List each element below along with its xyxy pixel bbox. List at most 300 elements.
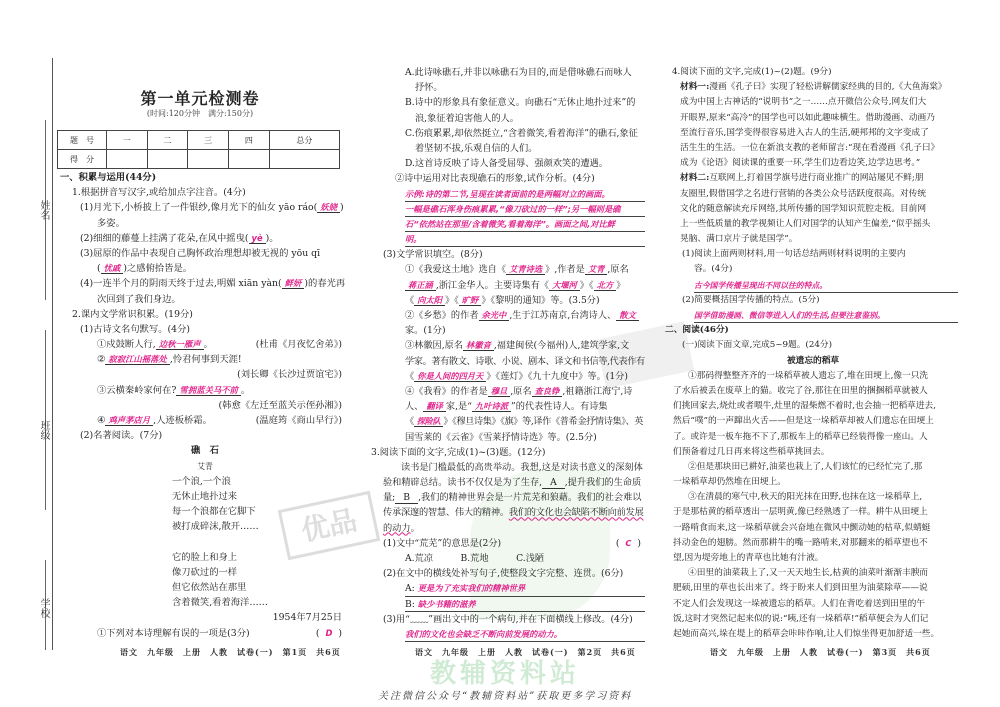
text-line-pcont <box>668 581 958 596</box>
text-line-sub <box>60 322 350 337</box>
school-label: 学校 <box>38 598 49 618</box>
text: 1954年7月25日 <box>272 612 342 624</box>
answer-text: 艾青 <box>585 264 608 275</box>
right-aligned-note <box>310 626 342 641</box>
text: 读书是门槛最低的高贵举动。我想,这是对读书意义的深刻体 <box>401 461 643 473</box>
text-line-cont <box>383 414 645 429</box>
text-line-item <box>60 413 350 428</box>
text-line-cont <box>668 232 958 247</box>
text-line-source <box>60 610 350 625</box>
text-line-poem <box>60 474 350 489</box>
text: 像刀砍过的一样 <box>172 566 238 578</box>
text: 活生生的生活。一位在新浪支教的老师留言:“现在看漫画《孔子曰》 <box>680 142 940 153</box>
line-body <box>97 337 213 352</box>
page-footer-2: 语文 九年级 上册 人教 试卷(一) 第2页 共6页 <box>415 647 636 657</box>
text-line-ansline <box>694 278 958 293</box>
score-cell: 总分 <box>269 131 339 150</box>
text: ①戍鼓断人行, <box>97 339 156 351</box>
answer-text: 寂寂江山摇落处 <box>105 354 170 365</box>
text: 家,是“ <box>445 401 472 413</box>
line-body <box>405 126 638 141</box>
text-line-item <box>60 337 350 352</box>
text: 开眼界,原来“高冷”的国学也可以如此趣味横生。借助漫画、动画乃 <box>680 112 935 123</box>
text: 量; <box>383 492 396 504</box>
text: ,祖籍浙江海宁,诗 <box>562 385 633 397</box>
line-body <box>405 202 620 217</box>
text-line-optc <box>383 80 645 95</box>
score-cell: 题 号 <box>58 131 107 150</box>
answer-text: 旷野 <box>459 295 482 306</box>
text-line-q <box>668 65 958 80</box>
line-body <box>673 536 928 551</box>
line-body <box>80 322 190 337</box>
text-line-cont <box>383 323 645 338</box>
answer-text: 石“依然站在那里/含着微笑,看着海洋”。画面之间,对比鲜 <box>405 218 616 229</box>
text-line-poem <box>60 550 350 565</box>
text-line-ansline <box>694 308 958 323</box>
score-table-score-row <box>58 150 340 169</box>
line-body <box>680 126 929 141</box>
text: 起她而高兴,垛在堤上的稻草会咔咔作响,让人们惊坐得更加舒适一些。 <box>673 628 940 639</box>
text-line-sub <box>668 293 958 308</box>
line-body <box>97 216 125 231</box>
page-footer-3: 语文 九年级 上册 人教 试卷(一) 第3页 共6页 <box>710 647 931 657</box>
text: ③云横秦岭家何在? <box>97 384 177 396</box>
score-table-header-row <box>58 131 340 150</box>
text-line-section <box>665 323 958 338</box>
text-line-item <box>60 352 350 367</box>
text-line-opt <box>383 95 645 110</box>
line-body <box>80 231 279 246</box>
text-line-cont <box>668 126 958 141</box>
line-body <box>405 551 544 566</box>
text-line-pcont <box>383 521 645 536</box>
answer-text: 你是人间的四月天 <box>414 371 486 382</box>
text-line-para <box>668 460 958 475</box>
text: (2)细细的藤蔓上挂满了花朵,在风中摇曳( <box>80 232 249 244</box>
line-body <box>401 460 643 475</box>
column-page-2 <box>371 65 645 642</box>
text: )。 <box>265 232 279 244</box>
text-line-q <box>60 185 350 200</box>
line-body <box>665 323 729 338</box>
line-body <box>405 384 633 399</box>
blank-label: A <box>542 477 565 489</box>
score-table <box>57 130 340 169</box>
line-body <box>672 65 832 80</box>
text-line-q <box>371 445 645 460</box>
text: 。 <box>410 522 420 534</box>
text: 一、积累与运用(44分) <box>60 172 157 183</box>
text: 》《 <box>579 279 594 291</box>
line-body <box>80 276 345 291</box>
text: 》,作者是 <box>545 264 585 276</box>
text: ④ <box>97 415 106 426</box>
line-body <box>97 261 192 276</box>
text-line-cont <box>60 216 350 231</box>
text: ,提升我们的生命质 <box>564 477 642 489</box>
line-body <box>405 187 610 202</box>
text: 着坚韧不拔,乐观自信的人们。 <box>415 142 538 154</box>
text-line-title <box>668 354 958 369</box>
text-line-q <box>60 307 350 322</box>
text: (2)名著阅读。(7分) <box>80 430 163 442</box>
score-cell: 一 <box>107 131 148 150</box>
line-body <box>682 293 820 308</box>
line-body <box>172 580 246 595</box>
text: 容。(4分) <box>694 264 733 275</box>
text: 不定人们会发现这一垛被遗忘的稻草。人们在背吃着送到田里的午 <box>673 598 925 609</box>
line-body <box>371 445 546 460</box>
answer-text: 余光中 <box>479 310 510 321</box>
line-body <box>680 95 926 110</box>
line-body <box>405 232 422 247</box>
text-line-sub <box>60 428 350 443</box>
text-line-sub <box>383 247 645 262</box>
text-line-item <box>383 338 645 353</box>
text: ④《我看》的作者是 <box>405 385 488 397</box>
line-body <box>172 474 231 489</box>
text-line-ansline <box>405 217 645 232</box>
text: 》《莲灯》《九十九度中》等。(1分) <box>486 370 628 382</box>
score-input-cell <box>107 150 148 169</box>
text-line-pcont <box>668 597 958 612</box>
bottom-handwritten-note: 关注微信公众号“教辅资料站”获取更多学习资料 <box>378 691 633 702</box>
text-line-cont <box>668 95 958 110</box>
line-body <box>688 369 928 384</box>
line-body <box>395 171 595 186</box>
text: ,原名 <box>607 264 629 276</box>
text-line-para <box>383 460 645 475</box>
line-body <box>673 612 928 627</box>
name-label: 姓名 <box>38 200 49 220</box>
text-line-poem <box>60 504 350 519</box>
text-line-optc <box>383 141 645 156</box>
text: 抒怀。 <box>415 82 443 94</box>
text: 验和精辟总结。读书不仅仅是为了生存, <box>383 477 543 489</box>
answer-text: 艾青诗选 <box>506 264 545 275</box>
text: ,福建闽侯(今福州)人,建筑学家,文 <box>493 340 630 352</box>
text: 一路啃食而来,这一垛稻草就会兴奋地在微风中颤动她的枯草,似蜻蜓 <box>673 522 931 533</box>
text-line-pcont <box>668 430 958 445</box>
text: 它的脸上和身上 <box>172 551 238 563</box>
text: ) <box>634 537 641 549</box>
text: ③林徽因,原名 <box>405 340 464 352</box>
line-body <box>273 610 342 625</box>
answer-text: 古今国学传播呈现出不同以往的特点。 <box>694 280 828 290</box>
text: ”的代表性诗人。有诗集 <box>511 401 608 413</box>
text-line-pcont <box>668 399 958 414</box>
text: 传承深邃的智慧、伟大的精神。 <box>383 507 509 519</box>
text: 2.课内文学常识积累。(19分) <box>72 308 193 320</box>
text-line-poemtitle <box>60 443 350 458</box>
text-line-para <box>668 566 958 581</box>
text-line-cont <box>383 293 645 308</box>
text: 《 <box>405 416 414 428</box>
line-body <box>80 428 162 443</box>
text: 。 <box>203 339 213 351</box>
line-body <box>97 626 250 641</box>
text: A.荒凉 B.荒地 C.浅陋 <box>405 553 545 564</box>
line-body <box>405 65 632 80</box>
line-body <box>787 354 839 369</box>
exam-time-info: (时间:120分钟 满分:150分) <box>146 109 254 118</box>
text: ,原名 <box>510 385 532 397</box>
text-line-ansline <box>405 627 645 642</box>
line-body <box>383 490 641 505</box>
line-body <box>383 247 483 262</box>
line-body <box>405 627 562 642</box>
text: (温庭筠《商山早行》) <box>255 415 342 426</box>
line-body <box>172 595 268 610</box>
answer-text: 我们的文化也会缺乏不断向前发展的动力。 <box>405 628 563 639</box>
text-line-cont <box>668 141 958 156</box>
line-body <box>694 278 827 294</box>
line-body <box>405 354 645 369</box>
text: )的春光再 <box>304 278 346 290</box>
line-body <box>172 550 237 565</box>
line-body <box>405 399 608 414</box>
text-line-opt <box>383 126 645 141</box>
text: A.此诗咏礁石,并非以咏礁石为目的,而是借咏礁石而咏人 <box>405 67 632 78</box>
answer-text: 鸡声茅店月 <box>105 415 153 426</box>
line-body <box>682 338 832 353</box>
line-body <box>673 521 930 536</box>
line-body <box>673 384 928 399</box>
text: 礁 石 <box>191 445 219 457</box>
text: ①下列对本诗理解有误的一项是(3分) <box>97 627 250 639</box>
text-line-pcont <box>668 505 958 520</box>
text: 了水后被丢在废草上的猫。收完了谷,那往在田里的捆捆稻草就被人 <box>673 385 928 396</box>
text: 《 <box>405 294 415 306</box>
line-body <box>680 156 920 171</box>
wavy-underlined-text: 的动力 <box>383 522 411 534</box>
line-body <box>694 262 732 277</box>
line-body <box>191 443 219 458</box>
text: ,浙江金华人。主要诗集有《 <box>435 279 549 291</box>
text: 肥硕,田里的草也长出来了。终于盼来人们到田里为油菜除草——说 <box>673 583 928 594</box>
text-line-item2 <box>383 171 645 186</box>
text-line-cont <box>383 430 645 445</box>
text-line-full <box>405 597 645 612</box>
text-line-source <box>60 398 350 413</box>
text-line-poem <box>60 489 350 504</box>
answer-text: 蒋正涵 <box>405 280 436 291</box>
line-body <box>405 293 600 308</box>
text: 艾青 <box>197 461 213 471</box>
answer-text: 探险队 <box>414 416 444 427</box>
line-body <box>405 581 525 596</box>
text: 抖动金色的翅膀。然而那耕牛的嘴一路啃来,对那翻来的稻草望也不 <box>673 537 928 548</box>
text: ①那码得整整齐齐的一垛稻草被人遗忘了,堆在田埂上,像一只洗 <box>688 370 929 381</box>
score-cell: 三 <box>188 131 229 150</box>
text-line-ansline <box>405 202 645 217</box>
line-body <box>405 597 476 612</box>
line-body <box>405 414 643 429</box>
text: 国雪莱的《云雀》《雪莱抒情诗选》等。(2.5分) <box>405 431 597 443</box>
answer-text: 缺少书籍的滋养 <box>417 598 476 609</box>
text-line-sub <box>60 276 350 291</box>
line-body <box>172 565 237 580</box>
text: 了。或许是一板车拖不下了,那板车上的稻草已经装得像一座山。人 <box>673 431 928 442</box>
line-body <box>405 369 628 384</box>
text: 晃脑、满口京片子就是国学”。 <box>680 234 798 245</box>
text: ①《我爱这土地》选自《 <box>405 264 507 276</box>
line-body <box>383 521 420 536</box>
text-line-para <box>668 490 958 505</box>
text-line-item <box>60 383 350 398</box>
answer-text: 忧戚 <box>101 263 124 274</box>
material-label: 材料二: <box>680 173 710 184</box>
answer-text: 散文 <box>616 310 639 321</box>
text-line-pcont <box>668 445 958 460</box>
right-aligned-note <box>610 536 641 551</box>
text-line-full <box>405 581 645 596</box>
text: 互联网上,打着国学旗号进行商业推广的网站屡见不鲜;朋 <box>709 173 924 184</box>
text: 》《 <box>445 294 459 306</box>
text: 们挑回家去,烧灶或者喂牛,灶里的湿柴燃不着时,也会抽一把稻草进去, <box>673 401 936 412</box>
text: ②但是那块田已耕好,油菜也栽上了,人们该忙的已经忙完了,那 <box>688 461 923 472</box>
line-body <box>80 246 320 261</box>
line-body <box>60 170 156 185</box>
answer-text: 向太阳 <box>414 295 445 306</box>
answer-text: 示例:诗的第二节,呈现在读者面前的是两幅对立的画面。 <box>405 188 610 199</box>
answer-text: 大堰河 <box>549 280 580 291</box>
answer-text: 国学借助漫画、微信等进入人们的生活,但要注意鉴别。 <box>694 311 885 320</box>
text: ,我们的精神世界会是一片荒芜和狼藉。我们的社会难以 <box>418 492 642 504</box>
text: 成为《论语》阅读课的重要一环,学生们边看边笑,边学边思考。” <box>680 158 921 169</box>
text-line-cont <box>668 156 958 171</box>
text-line-poem <box>60 595 350 610</box>
score-input-cell <box>188 150 229 169</box>
text-line-section <box>60 170 350 185</box>
text: 含着微笑,看着海洋…… <box>172 597 268 609</box>
text: 望,因为堤旁地上的青草也比她有汁液。 <box>673 553 824 563</box>
text-line-pcont <box>668 551 958 566</box>
text: 漫画《孔子曰》实现了轻松讲解儒家经典的目的,《大鱼海棠》 <box>709 82 947 93</box>
text: D.这首诗反映了诗人备受屈辱、强颜欢笑的遭遇。 <box>405 158 608 170</box>
site-watermark: 教辅资料站 <box>430 659 581 689</box>
text: (一)阅读下面文章,完成5~9题。(24分) <box>682 340 832 351</box>
line-body <box>97 292 181 307</box>
answer-text: 一幅是礁石浑身伤痕累累,“像刀砍过的一样”;另一幅则是礁 <box>405 203 621 214</box>
line-body <box>383 536 501 551</box>
text: ③在清晨的寒气中,秋天的阳光抹在田野,也抹在这一垛稻草上, <box>688 492 923 503</box>
text-line-blank <box>60 535 350 550</box>
text-line-cont <box>668 202 958 217</box>
text: (3)文学常识填空。(8分) <box>383 249 483 261</box>
answer-text: 边秋一雁声 <box>156 339 204 350</box>
line-body <box>172 519 259 534</box>
line-body <box>673 597 925 612</box>
answer-text: 更是为了充实我们的精神世界 <box>417 583 526 594</box>
text: 人、 <box>405 401 424 413</box>
text: ,生于江苏南京,台湾诗人、 <box>509 310 617 321</box>
text: 一垛稻草却仍然堆在田埂上。 <box>673 477 786 488</box>
line-body <box>688 490 922 505</box>
text-line-sub <box>668 338 958 353</box>
text: 》《黎明的通知》等。(3.5分) <box>481 294 600 306</box>
line-body <box>405 308 639 323</box>
line-body <box>688 460 922 475</box>
text: 被打成碎沫,散开…… <box>172 521 259 533</box>
line-body <box>680 111 935 126</box>
text-line-pcont <box>668 384 958 399</box>
text-line-pcont <box>668 475 958 490</box>
text-line-sub <box>668 247 958 262</box>
text: (刘长卿《长沙过贾谊宅》) <box>237 369 342 381</box>
text: 次回到了我们身边。 <box>97 293 181 305</box>
text-line-cont <box>60 261 350 276</box>
text-line-pcont <box>383 475 645 490</box>
text: 3.阅读下面的文字,完成(1)~(3)题。(12分) <box>371 446 546 458</box>
line-body <box>80 200 344 215</box>
line-body <box>405 217 615 232</box>
score-input-cell <box>229 150 270 169</box>
text: 饭,这时才突然记起来似的说:“咦,还有一垛稻草!”稻草便会为人们记 <box>673 613 929 624</box>
answer-text: 北方 <box>594 280 617 291</box>
text: ) <box>335 627 342 639</box>
line-body <box>673 551 823 566</box>
line-body <box>405 156 608 171</box>
answer-text: 明。 <box>405 234 422 245</box>
text: )之感俯拾皆是。 <box>123 263 193 275</box>
text-line-opt <box>383 65 645 80</box>
text-line-poem <box>60 519 350 534</box>
text: 们预备着过几日再来将这些稻草挑回去。 <box>673 446 830 457</box>
line-body <box>680 171 923 186</box>
text-line-cont <box>383 354 645 369</box>
line-body <box>680 187 926 202</box>
text: (1)月光下,小桥披上了一件银纱,像月光下的仙女 yāo ráo( <box>80 202 318 214</box>
line-body <box>237 367 342 382</box>
column-page-1 <box>60 170 350 641</box>
text: 《 <box>405 370 415 382</box>
text: A: <box>405 583 418 595</box>
choice-answer: D <box>325 627 333 638</box>
text-line-poemauthor <box>60 459 350 474</box>
line-body <box>405 95 635 110</box>
answer-text: 九叶诗派 <box>472 401 511 412</box>
line-body <box>415 80 443 95</box>
text-line-sub <box>60 246 350 261</box>
score-cell: 四 <box>229 131 270 150</box>
text-line-item <box>60 626 350 641</box>
text: 二、阅读(46分) <box>665 325 729 336</box>
score-input-cell <box>269 150 339 169</box>
page-footer-1: 语文 九年级 上册 人教 试卷(一) 第1页 共6页 <box>120 647 341 657</box>
text: 浪,象征着迫害他人的人。 <box>415 112 519 124</box>
text: (2)在文中的横线处补写句子,使整段文字完整、连贯。(6分) <box>383 568 624 580</box>
text-line-opt <box>383 156 645 171</box>
text: B: <box>405 598 418 610</box>
line-body <box>694 308 885 324</box>
line-body <box>383 475 641 490</box>
text: 家。(1分) <box>405 325 446 337</box>
line-body <box>97 383 250 398</box>
text: ,怜君何事到天涯! <box>169 354 242 366</box>
text: 多姿。 <box>97 217 125 229</box>
text-line-para <box>668 369 958 384</box>
stamp-watermark-text: 优品 <box>298 503 360 548</box>
text: (1)阅读上面两则材料,用一句话总结两则材料说明的主要内 <box>682 249 906 260</box>
line-body <box>673 445 829 460</box>
line-body <box>383 566 623 581</box>
text: (3)用“﹏﹏”画出文中的一个病句,并在下面横线上修改。(4分) <box>383 613 633 625</box>
text-line-pcont <box>383 505 645 520</box>
line-body <box>405 323 446 338</box>
text: (2)简要概括国学传播的特点。(5分) <box>682 294 820 305</box>
